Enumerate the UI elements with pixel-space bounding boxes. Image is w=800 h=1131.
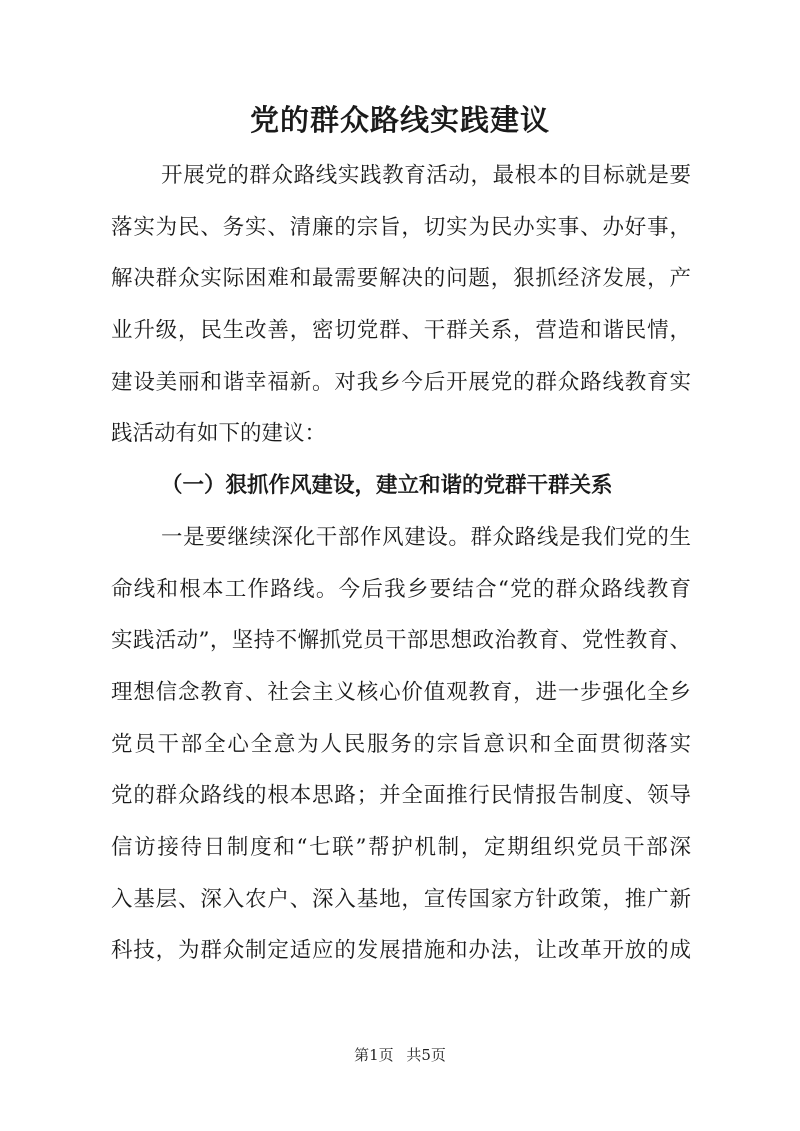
paragraph-line: 信访接待日制度和“七联”帮护机制，定期组织党员干部深 <box>111 834 691 860</box>
paragraph-line: 建设美丽和谐幸福新。对我乡今后开展党的群众路线教育实 <box>111 369 691 395</box>
page-footer <box>0 1044 800 1065</box>
paragraph-line: 一是要继续深化干部作风建设。群众路线是我们党的生 <box>161 524 691 550</box>
page-number: 第1页 <box>354 1046 394 1064</box>
paragraph-line: 实践活动”，坚持不懈抓党员干部思想政治教育、党性教育、 <box>111 628 691 654</box>
section-heading: （一）狠抓作风建设，建立和谐的党群干群关系 <box>161 473 613 499</box>
document-title: 党的群众路线实践建议 <box>249 103 550 137</box>
paragraph-line: 党员干部全心全意为人民服务的宗旨意识和全面贯彻落实 <box>111 731 691 757</box>
paragraph-line: 落实为民、务实、清廉的宗旨，切实为民办实事、办好事， <box>111 214 691 240</box>
paragraph-line: 命线和根本工作路线。今后我乡要结合“党的群众路线教育 <box>111 576 691 602</box>
paragraph-line: 践活动有如下的建议： <box>111 421 327 447</box>
paragraph-line: 业升级，民生改善，密切党群、干群关系，营造和谐民情， <box>111 318 691 344</box>
paragraph-line: 解决群众实际困难和最需要解决的问题，狠抓经济发展，产 <box>111 266 691 292</box>
paragraph-line: 科技，为群众制定适应的发展措施和办法，让改革开放的成 <box>111 938 691 964</box>
paragraph-line: 开展党的群众路线实践教育活动，最根本的目标就是要 <box>161 163 691 188</box>
page-total: 共5页 <box>406 1046 446 1064</box>
paragraph-line: 党的群众路线的根本思路；并全面推行民情报告制度、领导 <box>111 783 691 809</box>
document-body <box>111 150 691 977</box>
paragraph-line: 理想信念教育、社会主义核心价值观教育，进一步强化全乡 <box>111 679 691 705</box>
paragraph-line: 入基层、深入农户、深入基地，宣传国家方针政策，推广新 <box>111 886 691 912</box>
